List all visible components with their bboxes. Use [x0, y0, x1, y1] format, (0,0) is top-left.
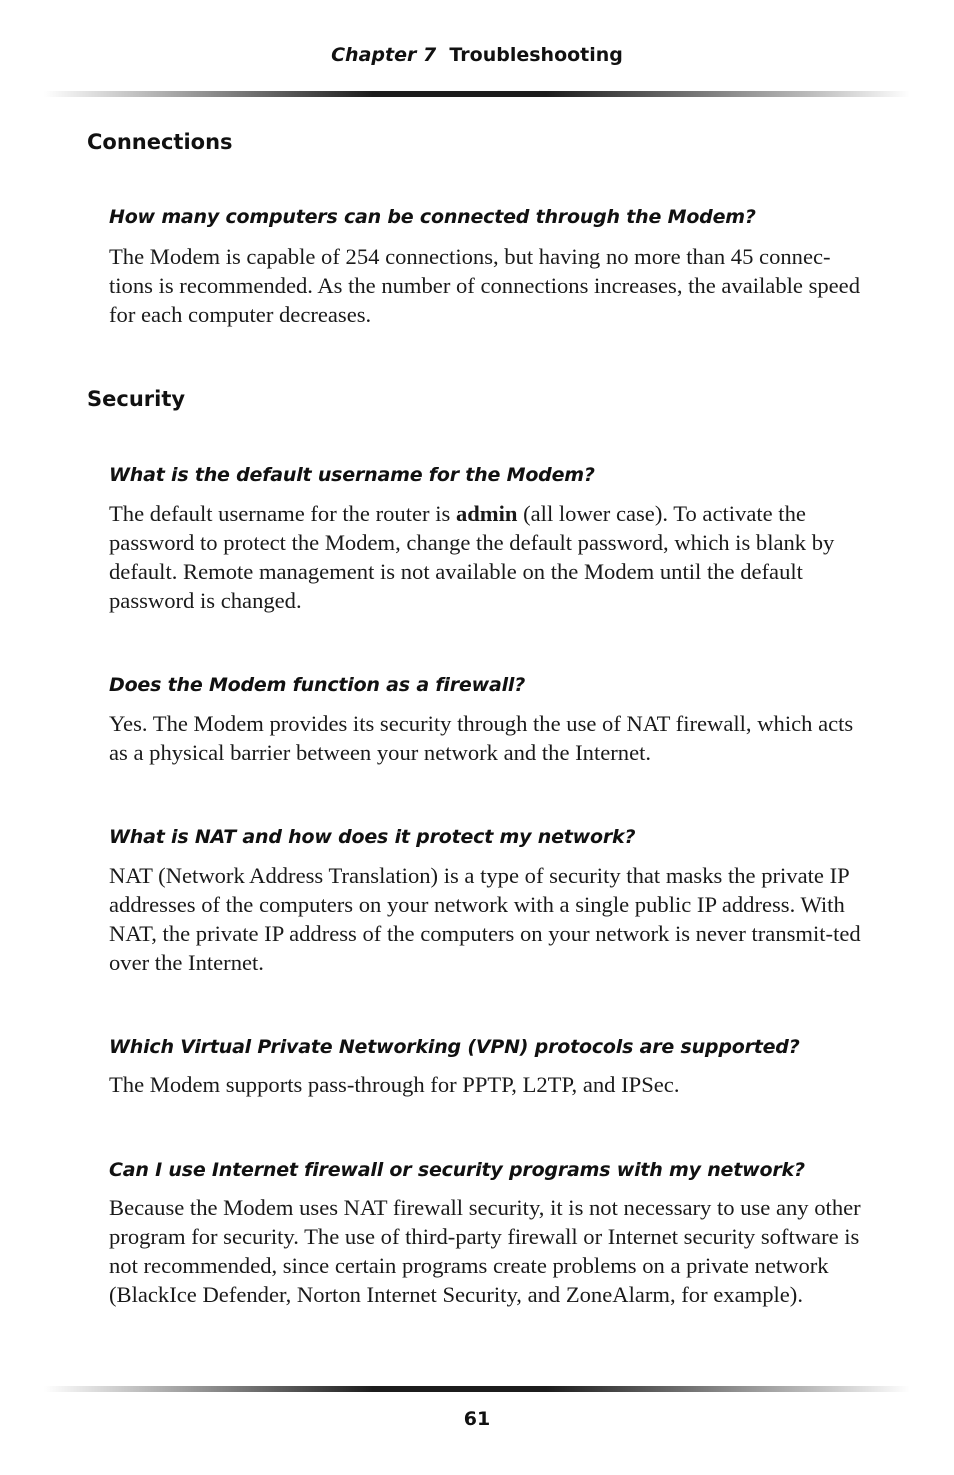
chapter-title: Troubleshooting: [449, 44, 623, 66]
answer-paragraph: Because the Modem uses NAT firewall security, it is not necessary to use any other program for security. The use of third-party firewall or Internet security software is not recommended, since certain programs create problems on a private network (BlackIce Defender, Norton Internet Security, and ZoneAlarm, for example).: [109, 1195, 861, 1307]
question-heading: How many computers can be connected through the Modem?: [109, 206, 756, 228]
question-heading: Which Virtual Private Networking (VPN) protocols are supported?: [109, 1036, 800, 1058]
answer-paragraph: [109, 499, 874, 615]
page-header: [0, 44, 954, 66]
section-heading-security: Security: [87, 387, 186, 411]
question-heading: Can I use Internet firewall or security programs with my network?: [109, 1159, 805, 1181]
answer-text: The default username for the router is: [109, 501, 456, 526]
section-heading-connections: Connections: [87, 130, 233, 154]
footer-rule: [44, 1386, 910, 1392]
answer-paragraph: The Modem is capable of 254 connections, but having no more than 45 connec-tions is recommended. As the number of connections increases, the available speed for each computer decreases.: [109, 244, 861, 327]
answer-paragraph: NAT (Network Address Translation) is a type of security that masks the private IP addresses of the computers on your network with a single public IP address. With NAT, the private IP address of the computers on your network is never transmit-ted over the Internet.: [109, 863, 861, 975]
answer-paragraph: Yes. The Modem provides its security through the use of NAT firewall, which acts as a physical barrier between your network and the Internet.: [109, 711, 854, 765]
question-heading: What is NAT and how does it protect my network?: [109, 826, 636, 848]
question-heading: Does the Modem function as a firewall?: [109, 674, 526, 696]
header-rule: [44, 91, 910, 97]
default-username: admin: [455, 501, 518, 526]
answer-paragraph: The Modem supports pass-through for PPTP, L2TP, and IPSec.: [109, 1072, 680, 1097]
answer-text: (all lower case). To activate the password to protect the Modem, change the default password, which is blank by default. Remote management is not available on the Modem until the default password is changed.: [109, 501, 835, 613]
page-number: 61: [463, 1408, 491, 1430]
chapter-label: Chapter 7: [331, 44, 437, 66]
question-heading: What is the default username for the Modem?: [109, 464, 595, 486]
